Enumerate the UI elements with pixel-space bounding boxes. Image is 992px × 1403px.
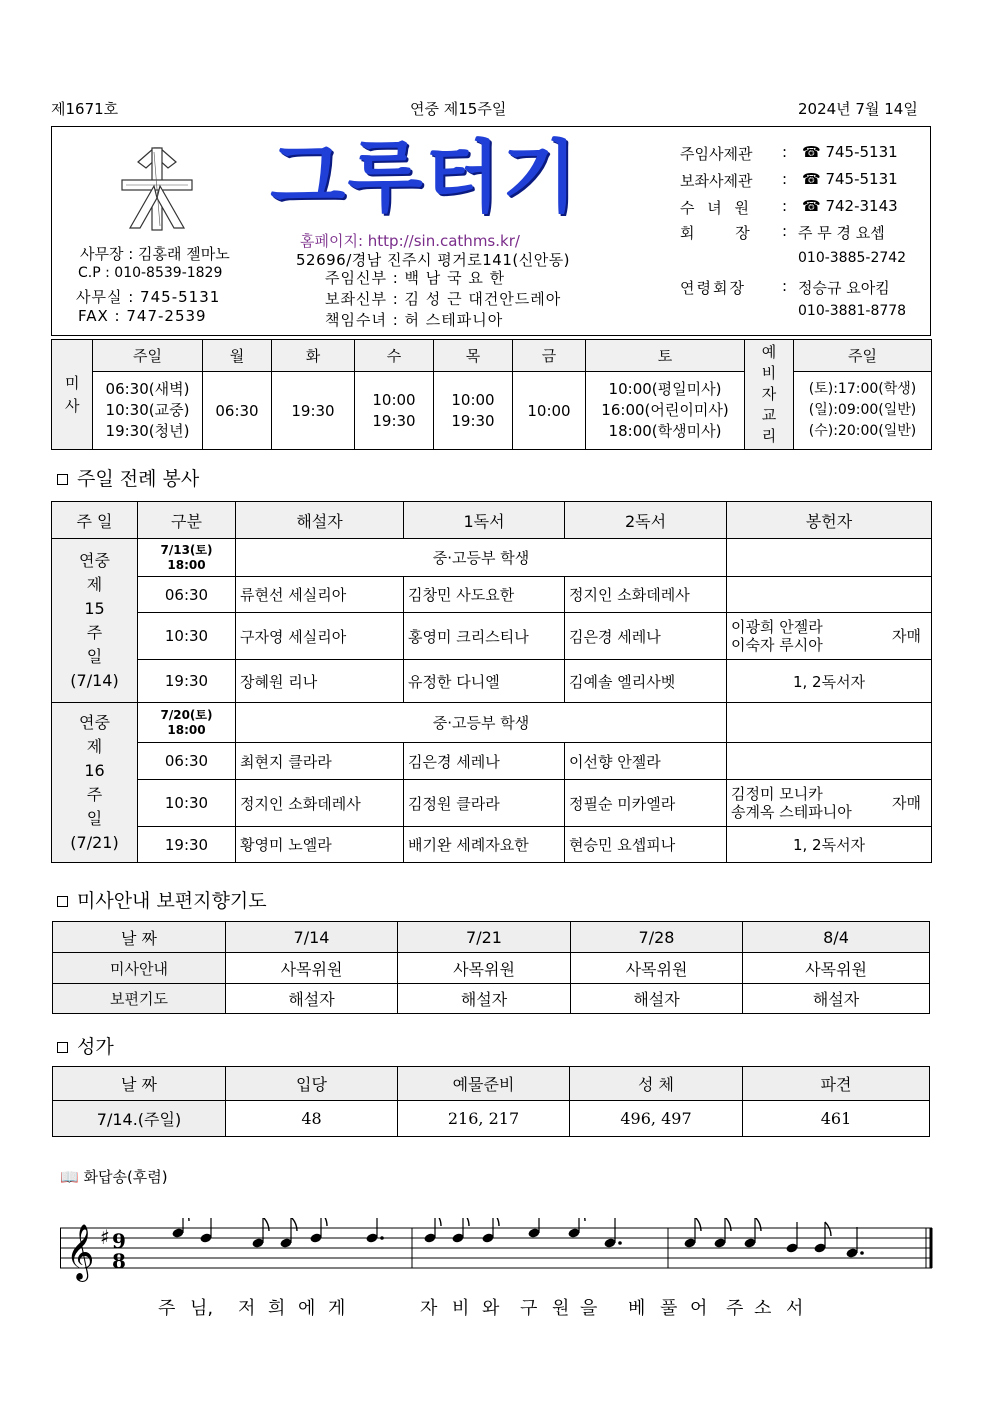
mass-time: 10:30	[138, 780, 236, 827]
reader-2: 정필순 미카엘라	[565, 780, 727, 827]
note-flag	[725, 1218, 731, 1231]
service-header-commentator: 해설자	[236, 502, 404, 539]
psalm-lyrics	[60, 1294, 935, 1318]
section-title-guide: 미사안내 보편지향기도	[57, 886, 267, 913]
lyric-syllable: 주	[158, 1298, 176, 1319]
reader-2: 정지인 소화데레사	[565, 577, 727, 613]
service-header-week: 주 일	[52, 502, 138, 539]
note-dot	[618, 1241, 622, 1245]
sat-time: 7/13(토) 18:00	[138, 539, 236, 577]
lyric-syllable: 구	[520, 1298, 538, 1319]
guide-cell: 해설자	[743, 984, 930, 1014]
mass-header-thu: 목	[434, 340, 513, 372]
treble-clef-icon: 𝄞	[66, 1224, 95, 1280]
issue-date: 2024년 7월 14일	[798, 100, 918, 118]
guide-row-label: 미사안내	[53, 953, 226, 984]
time-signature-bottom: 8	[112, 1249, 126, 1273]
commentator: 황영미 노엘라	[236, 827, 404, 863]
service-header-reading1: 1독서	[404, 502, 565, 539]
office-cp: C.P : 010-8539-1829	[78, 265, 223, 281]
psalm-title: 📖 화답송(후렴)	[60, 1168, 168, 1186]
note-dot	[860, 1251, 864, 1255]
mass-time: 10:30	[138, 613, 236, 660]
service-header-reading2: 2독서	[565, 502, 727, 539]
issue-number: 제1671호	[51, 100, 119, 118]
guide-row-label: 보편기도	[53, 984, 226, 1014]
contact-value-6: 010-3881-8778	[798, 303, 907, 319]
lyric-syllable: 비	[452, 1298, 470, 1319]
guide-cell: 해설자	[226, 984, 398, 1014]
guide-cell: 사목위원	[226, 953, 398, 984]
guide-cell: 해설자	[571, 984, 743, 1014]
sister-in-charge: 책임수녀 : 허 스테파니아	[325, 311, 504, 329]
reader-1: 김정원 클라라	[404, 780, 565, 827]
guide-cell: 사목위원	[398, 953, 571, 984]
note-flag	[263, 1218, 269, 1231]
checkbox-bullet-icon	[57, 474, 68, 485]
mass-header-mon: 월	[203, 340, 272, 372]
hymn-header: 파견	[743, 1067, 930, 1101]
lyric-syllable: 소	[754, 1298, 772, 1319]
hymn-header: 예물준비	[398, 1067, 570, 1101]
book-icon: 📖	[60, 1168, 79, 1186]
office-manager: 사무장 : 김홍래 젤마노	[80, 245, 230, 263]
hymn-date: 7/14.(주일)	[53, 1101, 226, 1137]
reader-2: 김예솔 엘리사벳	[565, 660, 727, 703]
note-flag	[695, 1218, 701, 1231]
contact-label-1: 보좌사제관	[680, 172, 753, 190]
lyric-syllable: 와	[482, 1298, 500, 1319]
sat-service: 중·고등부 학생	[236, 539, 727, 577]
contact-value-4: 010-3885-2742	[798, 250, 907, 266]
colon: :	[782, 197, 788, 215]
contact-label-3: 회 장	[680, 224, 768, 242]
commentator: 류현선 세실리아	[236, 577, 404, 613]
mass-row-label: 미사	[52, 340, 93, 450]
note-flag	[321, 1218, 327, 1226]
prep-header: 주일	[794, 340, 932, 372]
offerer-empty	[727, 539, 932, 577]
reader-1: 김창민 사도요한	[404, 577, 565, 613]
note-flag	[291, 1218, 297, 1231]
guide-header-col: 7/28	[571, 922, 743, 953]
reader-1: 김은경 세레나	[404, 743, 565, 780]
mass-time: 19:30	[138, 827, 236, 863]
mass-mon-time: 06:30	[203, 372, 272, 450]
lyric-syllable: 주	[726, 1298, 744, 1319]
mass-thu-times: 10:00 19:30	[434, 372, 513, 450]
note-flag	[493, 1218, 499, 1226]
guide-cell: 사목위원	[743, 953, 930, 984]
note-flag	[755, 1218, 761, 1231]
prep-times: (토):17:00(학생) (일):09:00(일반) (수):20:00(일반)	[794, 372, 932, 450]
week-label: 연중 제 16 주 일 (7/21)	[52, 703, 138, 863]
reader-1: 홍영미 크리스티나	[404, 613, 565, 660]
mass-sat-times: 10:00(평일미사) 16:00(어린이미사) 18:00(학생미사)	[586, 372, 745, 450]
lyric-syllable: 에	[298, 1298, 316, 1319]
sat-service: 중·고등부 학생	[236, 703, 727, 743]
time-signature-top: 9	[112, 1229, 126, 1253]
lyric-syllable: 게	[328, 1298, 346, 1319]
note-flag	[579, 1218, 585, 1221]
reader-1: 배기완 세례자요한	[404, 827, 565, 863]
homepage-link[interactable]: 홈페이지: http://sin.cathms.kr/	[300, 232, 520, 250]
guide-header-col: 7/21	[398, 922, 571, 953]
offerers: 1, 2독서자	[727, 660, 932, 703]
contact-label-0: 주임사제관	[680, 145, 753, 163]
commentator: 정지인 소화데레사	[236, 780, 404, 827]
contact-value-3: 주 무 경 요셉	[798, 224, 885, 242]
guide-header-date: 날 짜	[53, 922, 226, 953]
reader-1: 유정한 다니엘	[404, 660, 565, 703]
reader-2: 이선향 안젤라	[565, 743, 727, 780]
lyric-syllable: 님,	[190, 1298, 214, 1319]
service-header-offerer: 봉헌자	[727, 502, 932, 539]
offerer-empty	[727, 577, 932, 613]
commentator: 구자영 세실리아	[236, 613, 404, 660]
note-flag	[183, 1218, 189, 1221]
liturgical-week: 연중 제15주일	[410, 100, 507, 118]
contact-label-5: 연령회장	[680, 279, 746, 297]
mass-time: 06:30	[138, 743, 236, 780]
mass-guide-table	[52, 921, 930, 1014]
church-address: 52696/경남 진주시 평거로141(신안동)	[296, 251, 571, 269]
lyric-syllable: 풀	[660, 1298, 678, 1319]
hymn-communion: 496, 497	[570, 1101, 743, 1137]
mass-fri-time: 10:00	[513, 372, 586, 450]
offerers: 이광희 안젤라 이숙자 루시아 자매	[727, 613, 932, 660]
note-flag	[463, 1218, 469, 1226]
hymn-header: 입당	[226, 1067, 398, 1101]
contact-value-0: ☎ 745-5131	[802, 143, 898, 161]
contact-value-5: 정승규 요아킴	[798, 279, 890, 297]
mass-header-fri: 금	[513, 340, 586, 372]
offerer-empty	[727, 703, 932, 743]
mass-tue-time: 19:30	[272, 372, 355, 450]
mass-sun-times: 06:30(새벽) 10:30(교중) 19:30(청년)	[93, 372, 203, 450]
lyric-syllable: 원	[552, 1298, 570, 1319]
contact-value-1: ☎ 745-5131	[802, 170, 898, 188]
office-phone: 사무실 : 745-5131	[76, 288, 221, 306]
lyric-syllable: 서	[786, 1298, 804, 1319]
guide-cell: 사목위원	[571, 953, 743, 984]
hymn-entrance: 48	[226, 1101, 398, 1137]
offerers: 김정미 모니카 송계옥 스테파니아 자매	[727, 780, 932, 827]
music-staff	[60, 1218, 935, 1288]
guide-cell: 해설자	[398, 984, 571, 1014]
hymn-header: 날 짜	[53, 1067, 226, 1101]
offerers: 1, 2독서자	[727, 827, 932, 863]
hymn-header: 성 체	[570, 1067, 743, 1101]
mass-wed-times: 10:00 19:30	[355, 372, 434, 450]
contact-label-2: 수 녀 원	[680, 199, 754, 217]
service-header-type: 구분	[138, 502, 236, 539]
checkbox-bullet-icon	[57, 896, 68, 907]
newsletter-title: 그루터기	[270, 133, 580, 223]
mass-header-sun: 주일	[93, 340, 203, 372]
checkbox-bullet-icon	[57, 1042, 68, 1053]
liturgy-service-table	[51, 501, 932, 863]
mass-header-wed: 수	[355, 340, 434, 372]
mass-header-sat: 토	[586, 340, 745, 372]
commentator: 최현지 클라라	[236, 743, 404, 780]
offerer-empty	[727, 743, 932, 780]
mass-time: 06:30	[138, 577, 236, 613]
note-dot	[380, 1236, 384, 1240]
colon: :	[782, 222, 788, 240]
lyric-syllable: 희	[268, 1298, 286, 1319]
colon: :	[782, 170, 788, 188]
hymn-offertory: 216, 217	[398, 1101, 570, 1137]
hymn-dismissal: 461	[743, 1101, 930, 1137]
mass-schedule-table	[51, 339, 932, 450]
pastor: 주임신부 : 백 남 국 요 한	[325, 269, 506, 287]
sharp-icon: ♯	[100, 1225, 110, 1249]
mass-header-tue: 화	[272, 340, 355, 372]
prep-label: 예비자교리	[745, 340, 794, 450]
lyric-syllable: 어	[690, 1298, 708, 1319]
note-flag	[435, 1218, 441, 1226]
contact-value-2: ☎ 742-3143	[802, 197, 898, 215]
sat-time: 7/20(토) 18:00	[138, 703, 236, 743]
lyric-syllable: 저	[238, 1298, 256, 1319]
lyric-syllable: 을	[580, 1298, 598, 1319]
lyric-syllable: 자	[420, 1298, 438, 1319]
mass-time: 19:30	[138, 660, 236, 703]
assistant-pastor: 보좌신부 : 김 성 근 대건안드레아	[325, 290, 562, 308]
guide-header-col: 7/14	[226, 922, 398, 953]
note-flag	[825, 1222, 831, 1236]
colon: :	[782, 277, 788, 295]
commentator: 장혜원 리나	[236, 660, 404, 703]
week-label: 연중 제 15 주 일 (7/14)	[52, 539, 138, 703]
office-fax: FAX : 747-2539	[78, 307, 207, 325]
reader-2: 현승민 요셉피나	[565, 827, 727, 863]
guide-header-col: 8/4	[743, 922, 930, 953]
church-logo-icon	[118, 142, 196, 232]
section-title-service: 주일 전례 봉사	[57, 464, 199, 491]
lyric-syllable: 베	[628, 1298, 646, 1319]
reader-2: 김은경 세레나	[565, 613, 727, 660]
section-title-hymn: 성가	[57, 1032, 114, 1059]
colon: :	[782, 143, 788, 161]
hymn-table	[52, 1066, 930, 1137]
